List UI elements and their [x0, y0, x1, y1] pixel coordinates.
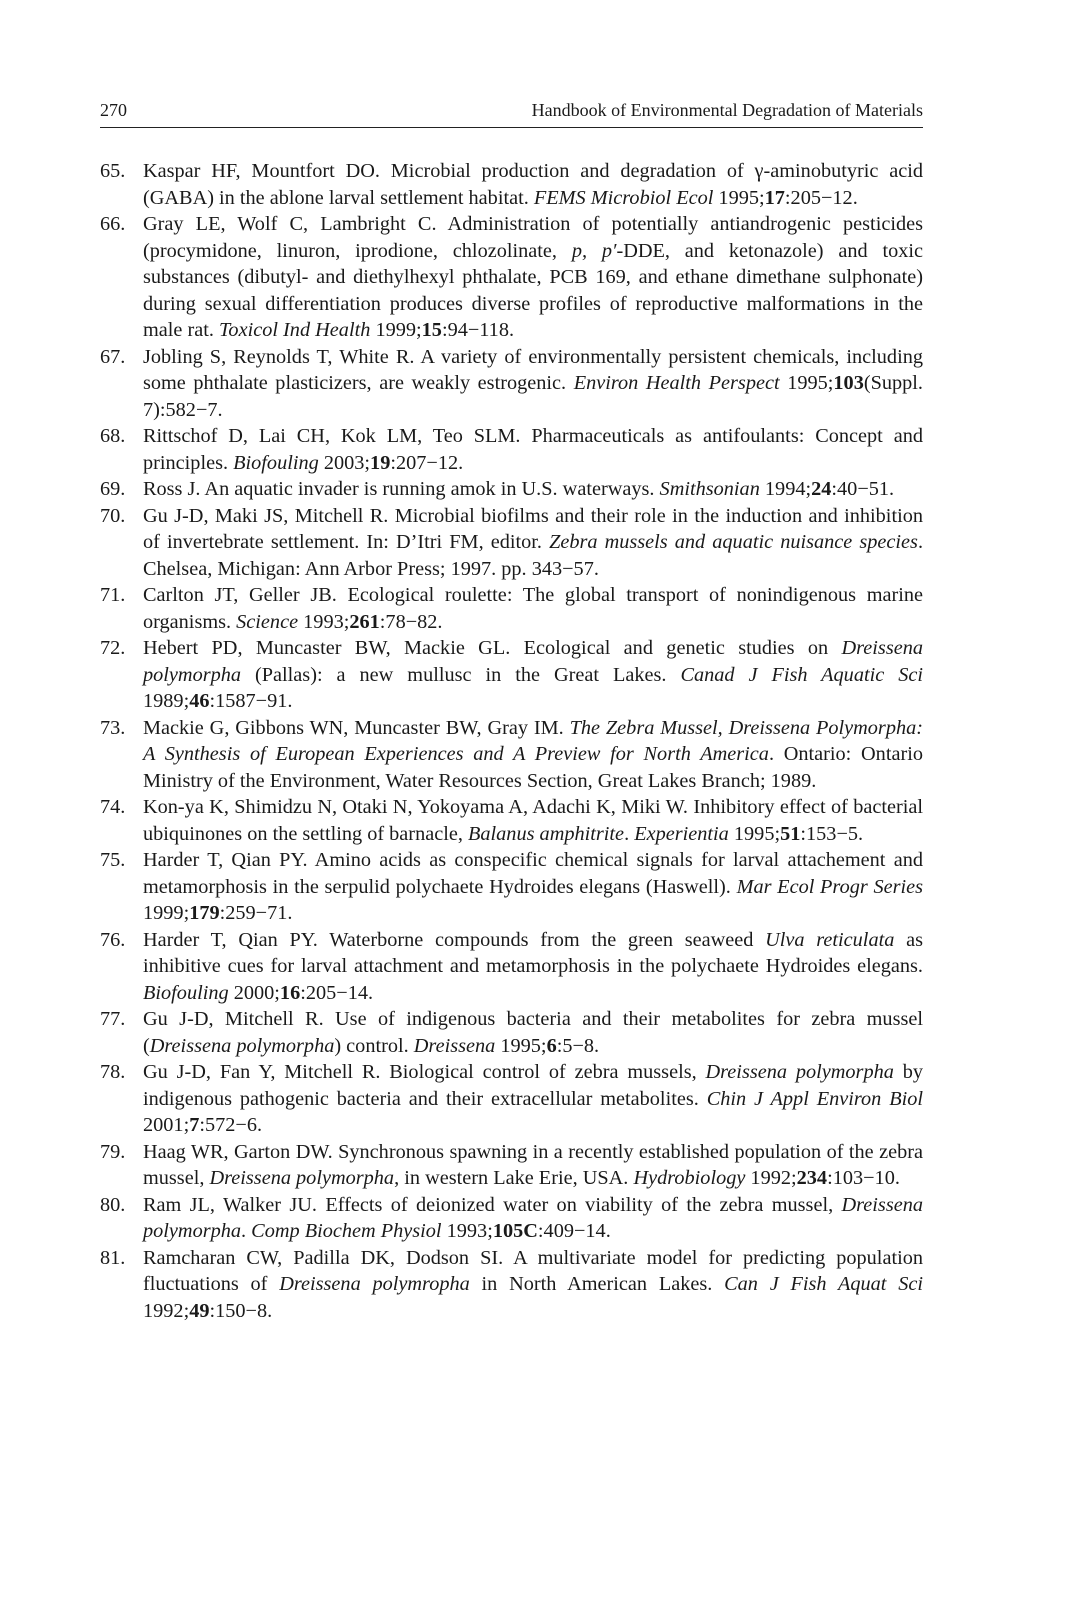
running-title: Handbook of Environmental Degradation of Materials — [531, 100, 923, 120]
reference-number: 65. — [100, 160, 126, 182]
reference-text — [143, 635, 923, 715]
reference-segment: 1995; — [779, 372, 834, 394]
reference-segment: :409−14. — [537, 1220, 611, 1242]
reference-volume: 17 — [764, 186, 785, 209]
reference-segment: Harder T, Qian PY. Waterborne compounds from the green seaweed — [143, 928, 766, 951]
reference-segment: Gray LE, Wolf C, Lambright C. Administration of potentially antiandrogenic pesticides (procymidone, linuron, iprodione, chlozolinate, — [143, 213, 923, 262]
reference-text — [143, 582, 923, 635]
reference-segment: Haag WR, Garton DW. Synchronous spawning in a recently established population of the zebra mussel, — [143, 1140, 923, 1189]
reference-segment: (Pallas): a new mullusc in the Great Lakes. — [241, 663, 681, 686]
reference-italic-segment: Environ Health Perspect — [573, 372, 780, 394]
reference-segment: Gu J-D, Mitchell R. Use of indigenous bacteria and their metabolites for zebra mussel ( — [143, 1008, 923, 1057]
reference-italic-segment: Smithsonian — [659, 478, 760, 500]
reference-item — [100, 158, 923, 211]
reference-text — [143, 476, 923, 503]
reference-italic-segment: Dreissena polymropha — [279, 1273, 470, 1295]
reference-volume: 261 — [349, 610, 380, 633]
reference-segment: . — [624, 822, 635, 845]
reference-segment: 1999; — [143, 902, 190, 924]
reference-italic-segment: Balanus amphitrite — [468, 822, 625, 845]
reference-italic-segment: Dreissena — [413, 1034, 496, 1057]
reference-volume: 15 — [421, 319, 442, 341]
reference-item — [100, 1006, 923, 1059]
reference-volume: 19 — [370, 451, 391, 474]
reference-segment: Gu J-D, Maki JS, Mitchell R. Microbial biofilms and their role in the induction and inhibition of invertebrate settlement. In: D’Itri FM, editor. — [143, 504, 923, 553]
reference-segment: 1995; — [713, 186, 765, 209]
reference-italic-segment: Canad J Fish Aquatic Sci — [680, 663, 923, 686]
reference-segment: Gu J-D, Fan Y, Mitchell R. Biological control of zebra mussels, — [143, 1061, 706, 1083]
reference-item — [100, 1059, 923, 1139]
reference-text — [143, 1059, 923, 1139]
reference-number: 76. — [100, 928, 126, 951]
reference-segment: :153−5. — [800, 822, 864, 845]
reference-volume: 6 — [546, 1034, 557, 1057]
reference-text — [143, 715, 923, 795]
reference-segment: Jobling S, Reynolds T, White R. A variety of environmentally persistent chemicals, including some phthalate plasticizers, are weakly estrogenic. — [143, 345, 923, 394]
reference-item — [100, 344, 923, 424]
reference-segment: Kaspar HF, Mountfort DO. Microbial production and degradation of γ-aminobutyric acid (GABA) in the ablone larval settlement habitat. — [143, 160, 923, 209]
reference-segment: :259−71. — [219, 902, 293, 924]
reference-volume: 24 — [811, 478, 832, 500]
reference-italic-segment: Biofouling — [143, 981, 229, 1004]
reference-volume: 105C — [492, 1220, 538, 1242]
reference-item — [100, 1139, 923, 1192]
reference-italic-segment: Toxicol Ind Health — [219, 319, 371, 341]
reference-italic-segment: Dreissena polymorpha — [705, 1061, 894, 1083]
reference-italic-segment: Comp Biochem Physiol — [251, 1220, 442, 1242]
reference-italic-segment: Dreissena polymorpha — [209, 1167, 395, 1189]
reference-italic-segment: Mar Ecol Progr Series — [736, 875, 924, 898]
reference-number: 79. — [100, 1140, 126, 1163]
reference-segment: Carlton JT, Geller JB. Ecological roulette: The global transport of nonindigenous marine organisms. — [143, 584, 923, 633]
reference-text — [143, 927, 923, 1007]
reference-number: 67. — [100, 345, 126, 368]
reference-segment: . Ontario: Ontario Ministry of the Environment, Water Resources Section, Great Lakes Branch; 1989. — [143, 743, 923, 792]
reference-segment: Ram JL, Walker JU. Effects of deionized water on viability of the zebra mussel, — [143, 1193, 842, 1216]
reference-segment: 2000; — [228, 981, 280, 1004]
reference-item — [100, 211, 923, 344]
reference-text — [143, 1139, 923, 1192]
reference-text — [143, 1245, 923, 1325]
reference-item — [100, 715, 923, 795]
reference-text — [143, 794, 923, 847]
reference-segment: :78−82. — [379, 610, 443, 633]
reference-item — [100, 635, 923, 715]
reference-italic-segment: p, p′ — [571, 239, 617, 262]
page-number: 270 — [100, 100, 127, 120]
reference-number: 66. — [100, 213, 126, 235]
reference-segment: :572−6. — [199, 1114, 263, 1136]
reference-segment: 1992; — [745, 1167, 797, 1189]
reference-segment: 1993; — [298, 610, 350, 633]
reference-segment: 2001; — [143, 1114, 190, 1136]
reference-segment: 1989; — [143, 690, 190, 712]
reference-segment: :207−12. — [390, 451, 464, 474]
reference-segment: :150−8. — [209, 1299, 273, 1322]
reference-number: 75. — [100, 849, 126, 871]
reference-segment: 1995; — [728, 822, 781, 845]
reference-volume: 51 — [780, 822, 801, 845]
reference-segment: . Chelsea, Michigan: Ann Arbor Press; 1997. pp. 343−57. — [143, 531, 924, 580]
reference-segment: as inhibitive cues for larval attachment and metamorphosis in the polychaete Hydroides elegans. — [143, 928, 923, 977]
reference-text — [143, 847, 923, 927]
reference-italic-segment: Science — [236, 610, 299, 633]
reference-volume: 7 — [189, 1114, 200, 1136]
reference-segment: by indigenous pathogenic bacteria and their extracellular metabolites. — [143, 1061, 923, 1110]
reference-segment: , in western Lake Erie, USA. — [394, 1167, 634, 1189]
reference-number: 78. — [100, 1061, 126, 1083]
reference-italic-segment: Experientia — [634, 822, 729, 845]
reference-segment: . — [241, 1220, 252, 1242]
reference-item — [100, 1245, 923, 1325]
reference-item — [100, 847, 923, 927]
reference-segment: :5−8. — [556, 1034, 600, 1057]
reference-segment: :205−14. — [300, 981, 374, 1004]
reference-item — [100, 582, 923, 635]
reference-volume: 46 — [189, 690, 210, 712]
reference-segment: 1994; — [759, 478, 812, 500]
reference-segment: 1992; — [143, 1299, 190, 1322]
reference-text — [143, 1006, 923, 1059]
reference-text — [143, 158, 923, 211]
reference-segment: :103−10. — [827, 1167, 900, 1189]
reference-text — [143, 344, 923, 424]
reference-segment: Ramcharan CW, Padilla DK, Dodson SI. A multivariate model for predicting population fluctuations of — [143, 1246, 923, 1295]
reference-volume: 234 — [796, 1167, 828, 1189]
reference-number: 77. — [100, 1008, 126, 1030]
reference-list — [100, 158, 923, 1324]
reference-segment: Mackie G, Gibbons WN, Muncaster BW, Gray IM. — [143, 716, 570, 739]
reference-segment: Hebert PD, Muncaster BW, Mackie GL. Ecological and genetic studies on — [143, 637, 842, 659]
reference-italic-segment: Biofouling — [233, 451, 319, 474]
reference-number: 80. — [100, 1193, 126, 1216]
reference-segment: Harder T, Qian PY. Amino acids as conspecific chemical signals for larval attachement and metamorphosis in the serpulid polychaete Hydroides elegans (Haswell). — [143, 849, 923, 898]
reference-item — [100, 476, 923, 503]
reference-segment: Kon-ya K, Shimidzu N, Otaki N, Yokoyama A, Adachi K, Miki W. Inhibitory effect of bacterial ubiquinones on the settling of barnacle, — [143, 796, 923, 845]
reference-number: 72. — [100, 637, 126, 659]
reference-segment: ) control. — [334, 1034, 414, 1057]
reference-item — [100, 503, 923, 583]
reference-number: 71. — [100, 584, 126, 606]
reference-italic-segment: Dreissena polymorpha — [143, 1193, 923, 1242]
reference-volume: 16 — [279, 981, 301, 1004]
reference-italic-segment: The Zebra Mussel, Dreissena Polymorpha: A Synthesis of European Experiences and A Preview for North America — [143, 716, 924, 765]
reference-volume: 179 — [189, 902, 220, 924]
reference-segment: (Suppl. 7):582−7. — [143, 372, 923, 421]
reference-segment: :1587−91. — [209, 690, 293, 712]
reference-item — [100, 927, 923, 1007]
reference-number: 81. — [100, 1246, 126, 1269]
reference-segment: -DDE, and ketonazole) and toxic substances (dibutyl- and diethylhexyl phthalate, PCB 169, and ethane dimethane sulphonate) during sexual differentiation produces diverse profiles of reproductive malformations in the male rat. — [143, 239, 923, 341]
reference-italic-segment: Zebra mussels and aquatic nuisance species — [549, 531, 918, 553]
reference-number: 74. — [100, 796, 126, 818]
reference-segment: Ross J. An aquatic invader is running amok in U.S. waterways. — [143, 478, 660, 500]
reference-number: 68. — [100, 425, 126, 447]
reference-italic-segment: Hydrobiology — [633, 1167, 746, 1189]
reference-text — [143, 423, 923, 476]
reference-italic-segment: Ulva reticulata — [765, 928, 895, 951]
reference-italic-segment: Dreissena polymorpha — [143, 637, 923, 686]
running-header — [100, 97, 923, 128]
reference-segment: in North American Lakes. — [469, 1273, 725, 1295]
reference-item — [100, 1192, 923, 1245]
reference-italic-segment: Chin J Appl Environ Biol — [706, 1087, 923, 1110]
reference-text — [143, 503, 923, 583]
reference-segment: :94−118. — [441, 319, 515, 341]
reference-number: 69. — [100, 478, 126, 500]
reference-number: 73. — [100, 716, 126, 739]
reference-segment: :205−12. — [784, 186, 858, 209]
reference-segment: :40−51. — [831, 478, 895, 500]
reference-italic-segment: Can J Fish Aquat Sci — [724, 1273, 923, 1295]
reference-text — [143, 211, 923, 344]
reference-item — [100, 794, 923, 847]
reference-volume: 49 — [189, 1299, 210, 1322]
reference-number: 70. — [100, 504, 126, 527]
reference-segment: 1995; — [495, 1034, 547, 1057]
reference-text — [143, 1192, 923, 1245]
reference-italic-segment: Dreissena polymorpha — [149, 1034, 335, 1057]
reference-segment: 1993; — [441, 1220, 493, 1242]
reference-italic-segment: FEMS Microbiol Ecol — [533, 186, 714, 209]
reference-segment: Rittschof D, Lai CH, Kok LM, Teo SLM. Pharmaceuticals as antifoulants: Concept and principles. — [143, 425, 923, 474]
reference-volume: 103 — [833, 372, 864, 394]
reference-segment: 1999; — [370, 319, 422, 341]
reference-segment: 2003; — [318, 451, 371, 474]
reference-item — [100, 423, 923, 476]
